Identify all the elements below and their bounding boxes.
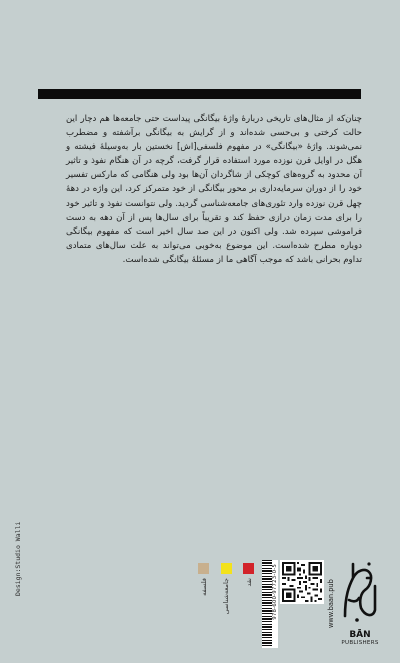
subject-tags [197,563,255,645]
barcode-bars [262,560,272,648]
tag-color-swatch [243,563,254,574]
qr-code [280,560,324,604]
publisher-name: BĀN [349,630,371,640]
isbn-number: 978-600-97723-0-5 [272,564,278,620]
publisher-logo [339,556,381,652]
blurb-paragraph: چنان‌که از مثال‌های تاریخی دربارۀ واژۀ بیگانگی پیداست حتی جامعه‌ها هم دچار این حالت کرختی و بی‌حسی شده‌اند و از گرایش به بیگانگی برآشفته و مضطرب نمی‌شوند. واژۀ «بیگانگی» در مفهوم فلسفی[اش] نخستین بار به‌وسیلۀ فیشته و هگل در اوایل قرن نوزده مورد استفاده قرار گرفت، گرچه در آن هنگام نفوذ و تاثیر آن محدود به گروه‌های کوچکی از شاگردان آن‌ها بود ولی هنگامی که مارکس تفسیر خود را از دوران سرمایه‌داری بر محور بیگانگی از خود متمرکز کرد، این واژه در دهۀ چهل قرن نوزده وارد تئوری‌های جامعه‌شناسی گردید. ولی نتوانست نفوذ و تاثیر خود را برای مدت زمان درازی حفظ کند و تقریباً برای سال‌ها پس از آن دهه به دست فراموشی سپرده شد. ولی اکنون در این صد سال اخیر است که مفهوم بیگانگی دوباره مطرح شده‌است. این موضوع به‌خوبی می‌تواند به علت سال‌های متمادی تداوم بحرانی باشد که موجب آگاهی ما از مسئلۀ بیگانگی شده‌است. [66,114,362,265]
isbn-barcode [262,560,278,648]
publisher-website: www.baan.pub [327,579,335,629]
qr-code-icon [282,562,322,602]
design-credit: Design:Studio Walli [14,521,22,596]
publisher-subtitle: PUBLISHERS [341,640,379,646]
top-black-bar [38,89,361,99]
tag-color-swatch [198,563,209,574]
tag-color-swatch [221,563,232,574]
publisher-calligraphy-mark [339,556,381,628]
tag-label: جامعه‌شناسی [222,578,230,615]
subject-tag [197,563,210,645]
subject-tag [242,563,255,645]
tag-label: فلسفه [199,578,208,596]
subject-tag [220,563,233,645]
back-cover-blurb [66,112,362,267]
tag-label: نقد [244,578,253,587]
